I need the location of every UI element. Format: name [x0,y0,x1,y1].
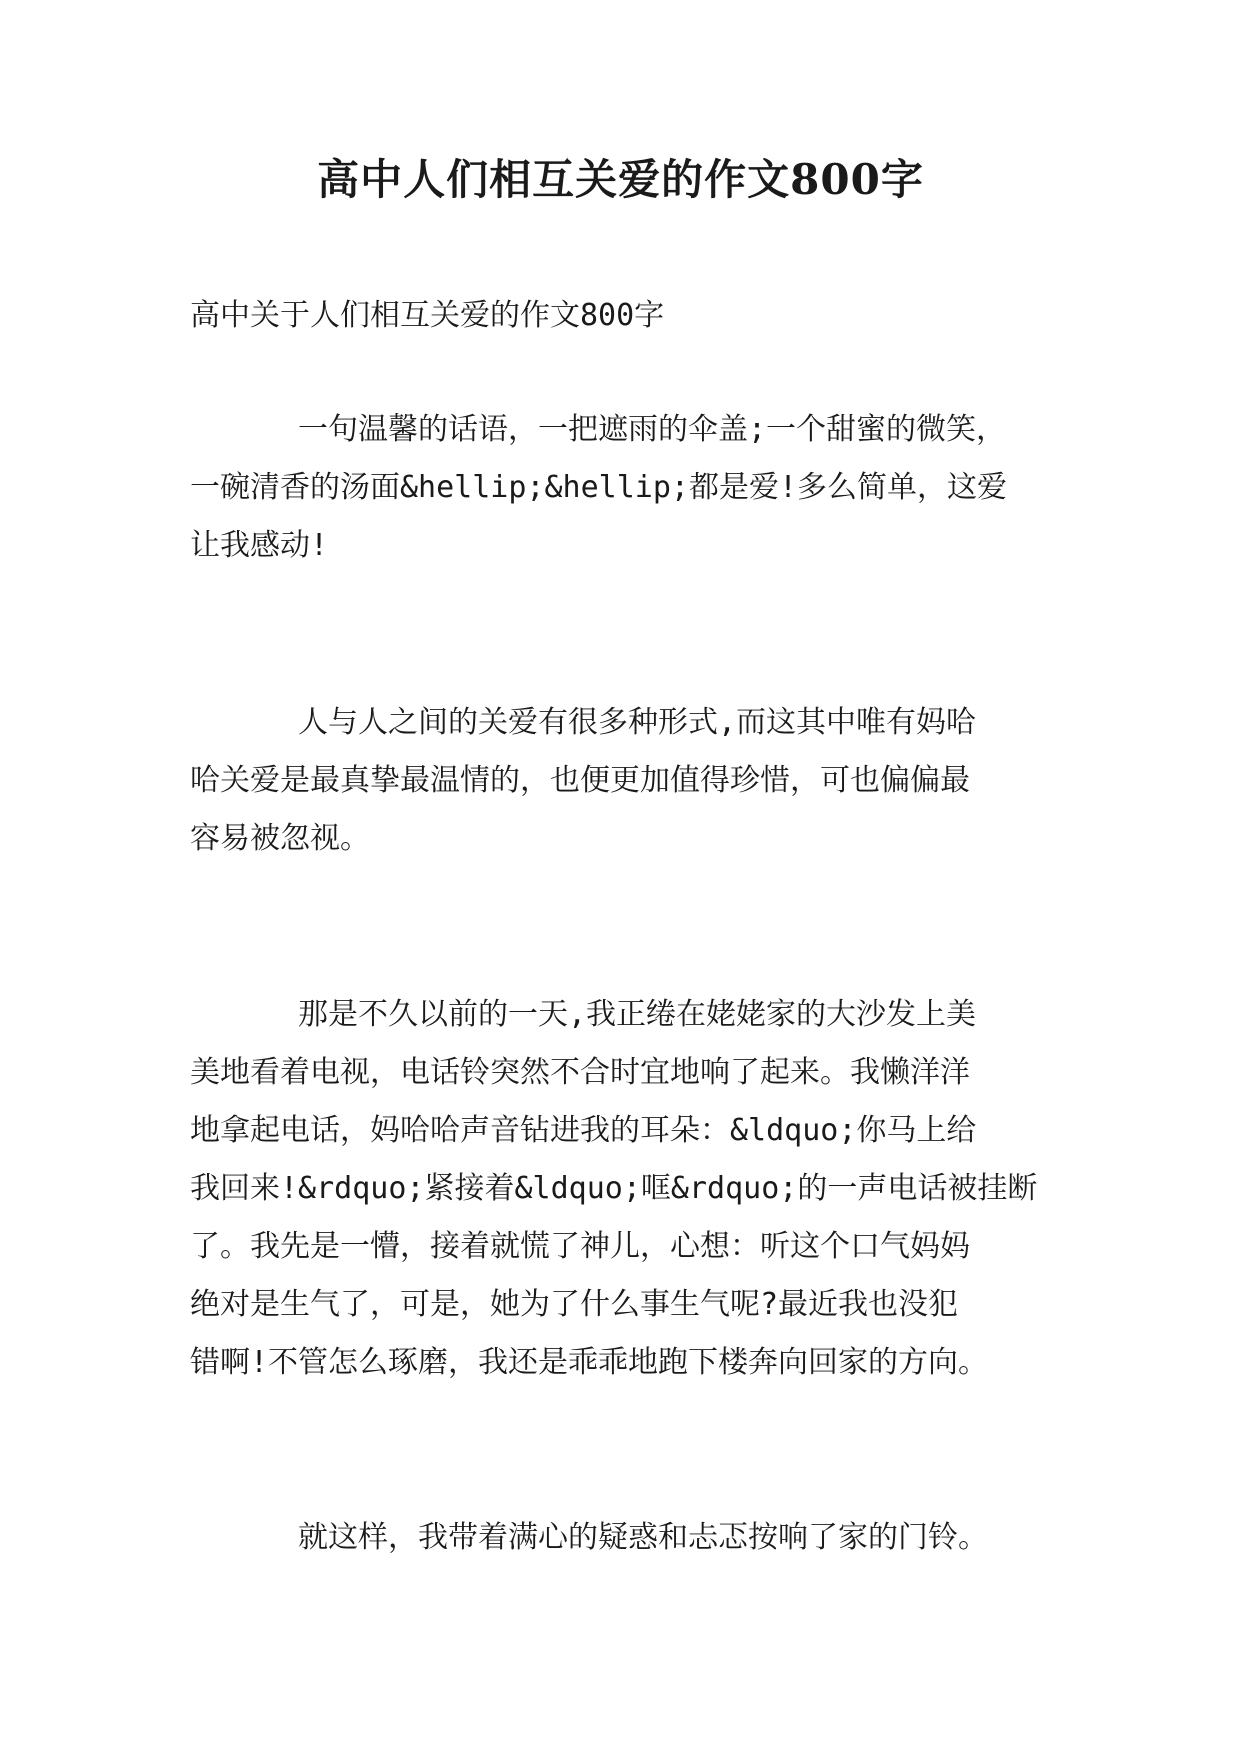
document-title: 高中人们相互关爱的作文800字 [317,155,924,204]
paragraph-line: 哈关爱是最真挚最温情的，也便更加值得珍惜，可也偏偏最 [190,763,970,798]
paragraph-4 [190,1509,1050,1567]
paragraph-line: 地拿起电话，妈哈哈声音钻进我的耳朵：&ldquo;你马上给 [190,1113,977,1148]
paragraph-line: 我回来!&rdquo;紧接着&ldquo;哐&rdquo;的一声电话被挂断 [190,1171,1038,1206]
paragraph-line: 人与人之间的关爱有很多种形式,而这其中唯有妈哈 [298,705,977,740]
paragraph-line: 容易被忽视。 [190,821,370,856]
paragraph-2 [190,694,1050,868]
paragraph-line: 了。我先是一懵，接着就慌了神儿，心想：听这个口气妈妈 [190,1229,970,1264]
paragraph-3 [190,986,1050,1392]
paragraph-line: 那是不久以前的一天,我正绻在姥姥家的大沙发上美 [298,997,977,1032]
document-subtitle: 高中关于人们相互关爱的作文800字 [190,298,665,333]
paragraph-line: 就这样，我带着满心的疑惑和忐忑按响了家的门铃。 [298,1520,988,1555]
paragraph-line: 绝对是生气了，可是，她为了什么事生气呢?最近我也没犯 [190,1287,959,1322]
paragraph-line: 让我感动! [190,528,329,563]
paragraph-line: 一碗清香的汤面&hellip;&hellip;都是爱!多么简单，这爱 [190,470,1008,505]
paragraph-line: 错啊!不管怎么琢磨，我还是乖乖地跑下楼奔向回家的方向。 [190,1345,989,1380]
paragraph-line: 一句温馨的话语，一把遮雨的伞盖;一个甜蜜的微笑， [298,412,1007,447]
paragraph-line: 美地看着电视，电话铃突然不合时宜地响了起来。我懒洋洋 [190,1055,970,1090]
paragraph-1 [190,401,1050,575]
